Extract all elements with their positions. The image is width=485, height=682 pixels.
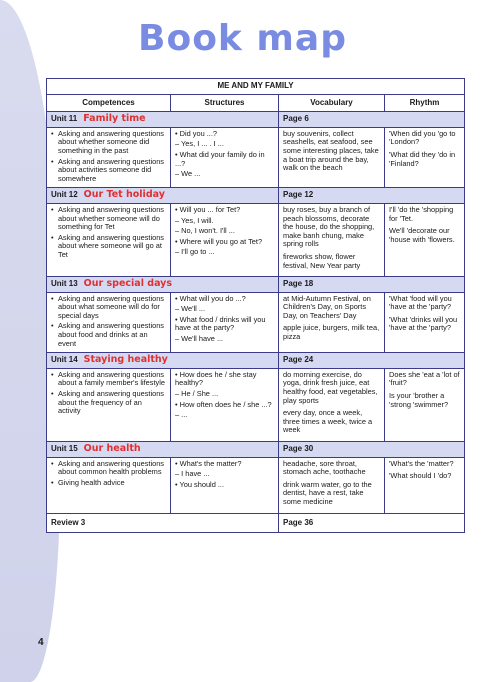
unit-page: Page 24 — [279, 353, 465, 369]
unit-heading — [47, 353, 279, 369]
unit-heading — [47, 112, 279, 128]
page-title: Book map — [138, 18, 347, 59]
competence-item: • Asking and answering questions about the frequency of an activity — [51, 390, 166, 416]
structure-item: – ... — [175, 410, 188, 420]
rhythm-cell — [385, 368, 465, 441]
unit-header-row — [47, 442, 465, 458]
structure-item: – I have ... — [175, 469, 210, 479]
rhythm-cell — [385, 203, 465, 276]
vocabulary-group: buy roses, buy a branch of peach blossoms, decorate the house, do the shopping, make banh chung, make spring rolls — [283, 204, 375, 249]
rhythm-line: We'll 'decorate our 'house with 'flowers. — [389, 226, 455, 244]
structure-item: • Did you ...? — [175, 128, 218, 138]
rhythm-cell — [385, 127, 465, 188]
rhythm-line: 'When did you 'go to 'London? — [389, 128, 456, 147]
vocabulary-group: at Mid-Autumn Festival, on Children's Day, on Sports Day, on Teachers' Day — [283, 293, 371, 320]
review-page: Page 36 — [279, 513, 465, 533]
structures-cell — [171, 203, 279, 276]
structure-item: – Yes, I ... . I ... — [175, 139, 224, 149]
vocabulary-cell — [279, 127, 385, 188]
structures-cell — [171, 368, 279, 441]
book-map-table-wrap — [46, 78, 464, 533]
vocabulary-group: headache, sore throat, stomach ache, toothache — [283, 458, 366, 477]
rhythm-line: 'What's the 'matter? — [389, 458, 454, 468]
structures-list — [175, 371, 274, 420]
unit-heading — [47, 442, 279, 458]
structures-list — [175, 130, 274, 179]
competences-cell — [47, 457, 171, 513]
competence-item: • Asking and answering questions about where someone will go at Tet — [51, 234, 166, 260]
rhythm-cell — [385, 457, 465, 513]
structure-item: • How often does he / she ...? — [175, 399, 272, 409]
unit-header-row — [47, 188, 465, 204]
competence-item: • Asking and answering questions about common health problems — [51, 460, 166, 477]
book-map-table — [46, 78, 465, 533]
rhythm-cell — [385, 292, 465, 353]
page-number: 4 — [38, 637, 44, 648]
rhythm-line: 'What 'food will you 'have at the 'party? — [389, 293, 452, 312]
competences-cell — [47, 127, 171, 188]
competence-item: • Asking and answering questions about food and drinks at an event — [51, 322, 166, 348]
vocabulary-group: apple juice, burgers, milk tea, pizza — [283, 323, 380, 342]
column-header: Structures — [171, 94, 279, 112]
review-label: Review 3 — [47, 513, 279, 533]
vocabulary-cell — [279, 368, 385, 441]
unit-number: Unit 12 — [51, 190, 78, 200]
review-row — [47, 513, 465, 533]
vocabulary-group: every day, once a week, three times a week, twice a week — [283, 408, 373, 435]
unit-content-row — [47, 368, 465, 441]
unit-title: Family time — [83, 113, 146, 125]
competences-list — [51, 460, 166, 488]
structure-item: • What food / drinks will you have at the party? — [175, 314, 266, 333]
units-body — [47, 112, 465, 513]
section-title: ME AND MY FAMILY — [47, 79, 465, 95]
competences-list — [51, 206, 166, 260]
unit-content-row — [47, 457, 465, 513]
vocabulary-group: buy souvenirs, collect seashells, eat seafood, see some interesting places, take a boat trip around the bay, walk on the beach — [283, 128, 379, 173]
competence-item: • Giving health advice — [51, 479, 166, 488]
structure-item: – He / She ... — [175, 389, 219, 399]
structure-item: • What will you do ...? — [175, 293, 246, 303]
structure-item: – I'll go to ... — [175, 247, 215, 257]
structure-item: – Yes, I will. — [175, 215, 214, 225]
structures-list — [175, 460, 274, 490]
unit-number: Unit 11 — [51, 114, 78, 124]
structure-item: • Will you ... for Tet? — [175, 204, 241, 214]
structure-item: • Where will you go at Tet? — [175, 236, 263, 246]
unit-number: Unit 15 — [51, 444, 78, 453]
vocabulary-cell — [279, 203, 385, 276]
unit-title: Staying healthy — [83, 354, 168, 366]
rhythm-line: Is your 'brother a 'strong 'swimmer? — [389, 391, 449, 409]
column-header-row — [47, 94, 465, 112]
rhythm-line: Does she 'eat a 'lot of 'fruit? — [389, 369, 460, 388]
competence-item: • Asking and answering questions about whether someone will do something for Tet — [51, 206, 166, 232]
unit-page: Page 12 — [279, 188, 465, 204]
unit-content-row — [47, 203, 465, 276]
rhythm-line: I'll 'do the 'shopping for 'Tet. — [389, 204, 454, 223]
vocabulary-cell — [279, 457, 385, 513]
unit-heading — [47, 188, 279, 204]
competence-item: • Asking and answering questions about a family member's lifestyle — [51, 371, 166, 388]
unit-header-row — [47, 277, 465, 293]
structure-item: – No, I won't. I'll ... — [175, 226, 235, 236]
unit-content-row — [47, 292, 465, 353]
competence-item: • Asking and answering questions about whether someone did something in the past — [51, 130, 166, 156]
structure-item: • What did your family do in ...? — [175, 149, 265, 168]
competence-item: • Asking and answering questions about what someone will do for special days — [51, 295, 166, 321]
column-header: Competences — [47, 94, 171, 112]
rhythm-line: 'What should I 'do? — [389, 471, 452, 481]
structure-item: – We ... — [175, 169, 201, 179]
unit-page: Page 30 — [279, 442, 465, 458]
structure-item: • How does he / she stay healthy? — [175, 369, 257, 388]
structure-item: – We'll have ... — [175, 334, 224, 344]
unit-title: Our special days — [83, 278, 173, 290]
competences-cell — [47, 292, 171, 353]
structures-cell — [171, 457, 279, 513]
structures-cell — [171, 127, 279, 188]
unit-title: Our health — [83, 443, 141, 454]
competences-cell — [47, 368, 171, 441]
unit-number: Unit 13 — [51, 279, 78, 289]
competences-list — [51, 295, 166, 349]
unit-number: Unit 14 — [51, 355, 78, 365]
unit-page: Page 6 — [279, 112, 465, 128]
structure-item: • You should ... — [175, 479, 225, 489]
competences-cell — [47, 203, 171, 276]
structures-list — [175, 295, 274, 344]
vocabulary-group: fireworks show, flower festival, New Year party — [283, 251, 361, 270]
column-header: Vocabulary — [279, 94, 385, 112]
unit-header-row — [47, 112, 465, 128]
section-title-row — [47, 79, 465, 95]
competences-list — [51, 371, 166, 416]
competence-item: • Asking and answering questions about activities someone did somewhere — [51, 158, 166, 184]
vocabulary-group: drink warm water, go to the dentist, have a rest, take some medicine — [283, 479, 372, 506]
unit-title: Our Tet holiday — [83, 189, 165, 201]
unit-heading — [47, 277, 279, 293]
vocabulary-group: do morning exercise, do yoga, drink fresh juice, eat healthy food, eat vegetables, play sports — [283, 369, 378, 405]
rhythm-line: 'What did they 'do in 'Finland? — [389, 149, 456, 168]
unit-header-row — [47, 353, 465, 369]
unit-content-row — [47, 127, 465, 188]
column-header: Rhythm — [385, 94, 465, 112]
structure-item: • What's the matter? — [175, 458, 242, 468]
rhythm-line: 'What 'drinks will you 'have at the 'party? — [389, 314, 458, 333]
structures-cell — [171, 292, 279, 353]
structures-list — [175, 206, 274, 257]
vocabulary-cell — [279, 292, 385, 353]
unit-page: Page 18 — [279, 277, 465, 293]
competences-list — [51, 130, 166, 184]
structure-item: – We'll ... — [175, 304, 206, 314]
